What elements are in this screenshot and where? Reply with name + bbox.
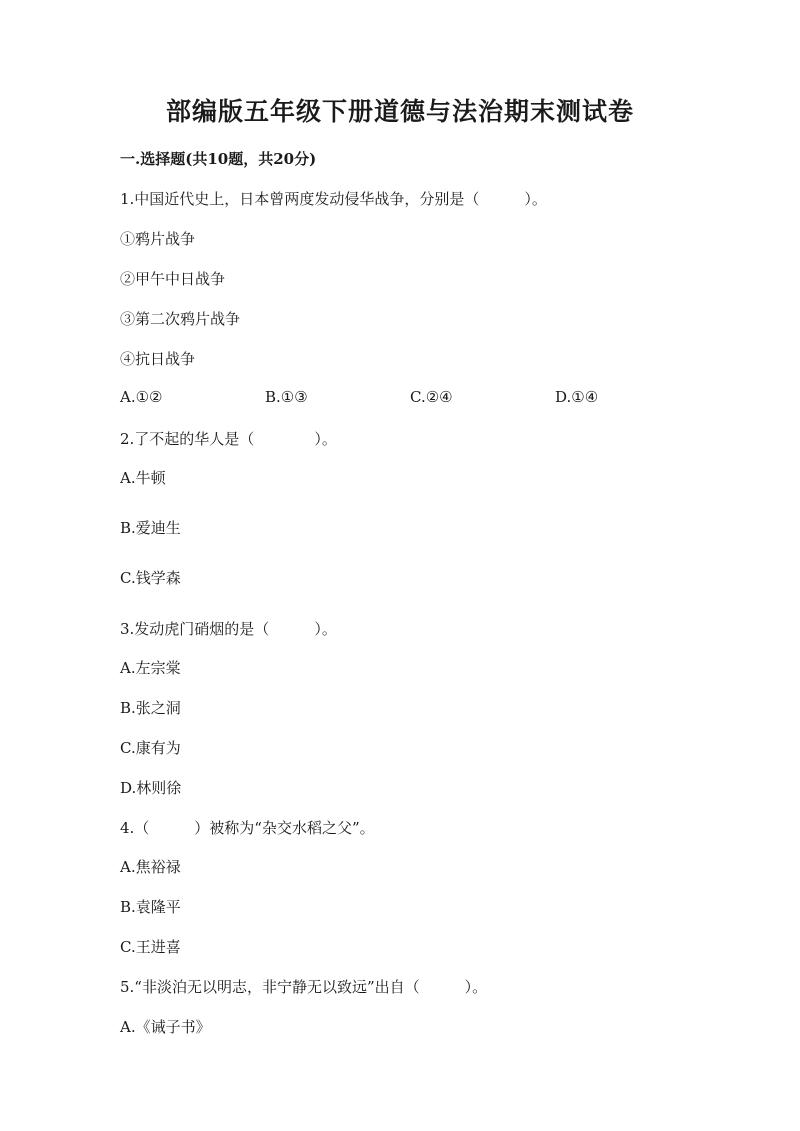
question-1-option-d: D.①④ (555, 388, 599, 406)
question-3-option-d: D.林则徐 (120, 779, 182, 797)
question-3-stem: 3.发动虎门硝烟的是（ ）。 (120, 620, 337, 638)
question-1-option-a: A.①② (120, 388, 163, 406)
question-1-option-b: B.①③ (265, 388, 308, 406)
page-title: 部编版五年级下册道德与法治期末测试卷 (165, 97, 634, 126)
question-2-stem: 2.了不起的华人是（ ）。 (120, 430, 337, 448)
question-1-item-2: ②甲午中日战争 (120, 270, 226, 288)
question-3-option-a: A.左宗棠 (120, 659, 181, 677)
question-4-option-c: C.王进喜 (120, 938, 181, 956)
question-4-option-a: A.焦裕禄 (120, 858, 181, 876)
question-1-item-1: ①鸦片战争 (120, 230, 196, 248)
question-1-option-c: C.②④ (410, 388, 453, 406)
question-2-option-c: C.钱学森 (120, 569, 181, 587)
question-4-option-b: B.袁隆平 (120, 898, 181, 916)
question-5-option-a: A.《诫子书》 (120, 1018, 211, 1036)
question-2-option-b: B.爱迪生 (120, 519, 181, 537)
question-1-item-4: ④抗日战争 (120, 350, 196, 368)
question-2-option-a: A.牛顿 (120, 469, 166, 487)
question-5-stem: 5.“非淡泊无以明志，非宁静无以致远”出自（ ）。 (120, 978, 488, 996)
question-1-item-3: ③第二次鸦片战争 (120, 310, 241, 328)
question-4-stem: 4.（ ）被称为“杂交水稻之父”。 (120, 819, 375, 837)
section-heading: 一.选择题(共10题，共20分) (120, 150, 317, 168)
question-1-stem: 1.中国近代史上，日本曾两度发动侵华战争，分别是（ ）。 (120, 190, 547, 208)
question-3-option-c: C.康有为 (120, 739, 181, 757)
question-3-option-b: B.张之洞 (120, 699, 181, 717)
